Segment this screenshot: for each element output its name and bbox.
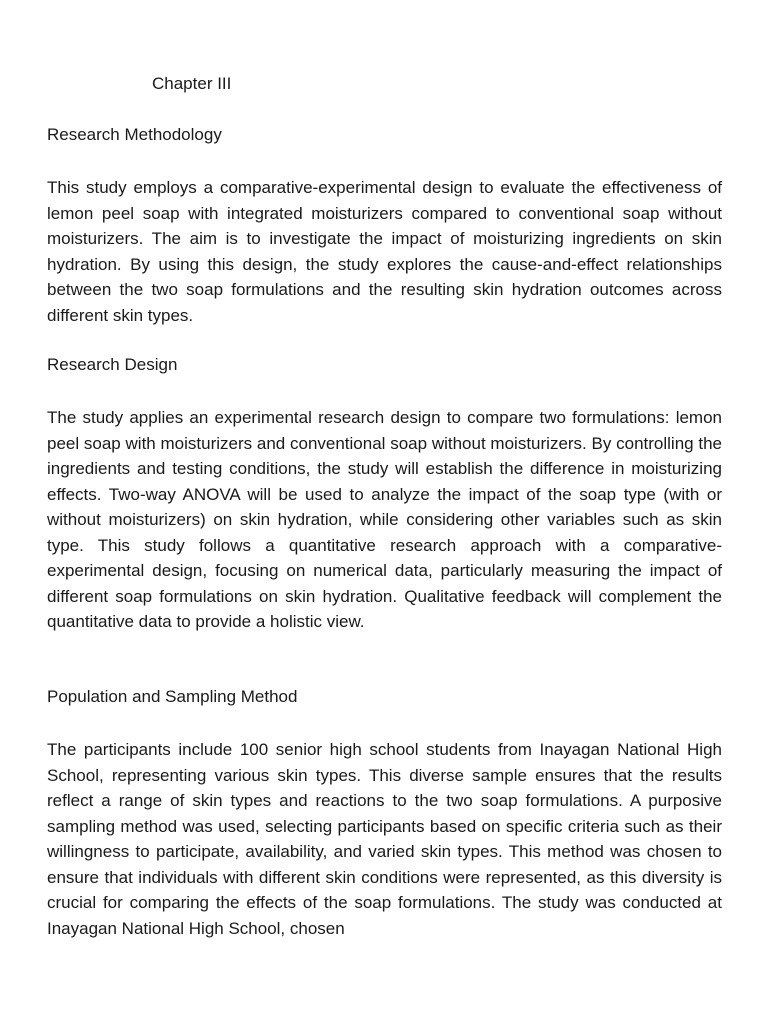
section-heading-research-methodology: Research Methodology [47,125,222,144]
section-heading-population-sampling: Population and Sampling Method [47,687,298,706]
section-heading-research-design: Research Design [47,355,178,374]
chapter-title: Chapter III [152,74,232,93]
section-paragraph-research-design: The study applies an experimental research design to compare two formulations: lemon peel soap with moisturizers and conventional soap without moisturizers. By controlling the ingredients and testing conditions, the study will establish the difference in moisturizing effects. Two-way ANOVA will be used to analyze the impact of the soap type (with or without moisturizers) on skin hydration, while considering other variables such as skin type. This study follows a quantitative research approach with a comparative-experimental design, focusing on numerical data, particularly measuring the impact of different soap formulations on skin hydration. Qualitative feedback will complement the quantitative data to provide a holistic view. [47,408,722,631]
section-paragraph-research-methodology: This study employs a comparative-experimental design to evaluate the effectiveness of lemon peel soap with integrated moisturizers compared to conventional soap without moisturizers. The aim is to investigate the impact of moisturizing ingredients on skin hydration. By using this design, the study explores the cause-and-effect relationships between the two soap formulations and the resulting skin hydration outcomes across different skin types. [47,178,722,325]
section-paragraph-population-sampling: The participants include 100 senior high school students from Inayagan National High School, representing various skin types. This diverse sample ensures that the results reflect a range of skin types and reactions to the two soap formulations. A purposive sampling method was used, selecting participants based on specific criteria such as their willingness to participate, availability, and varied skin types. This method was chosen to ensure that individuals with different skin conditions were represented, as this diversity is crucial for comparing the effects of the soap formulations. The study was conducted at Inayagan National High School, chosen [47,740,722,938]
